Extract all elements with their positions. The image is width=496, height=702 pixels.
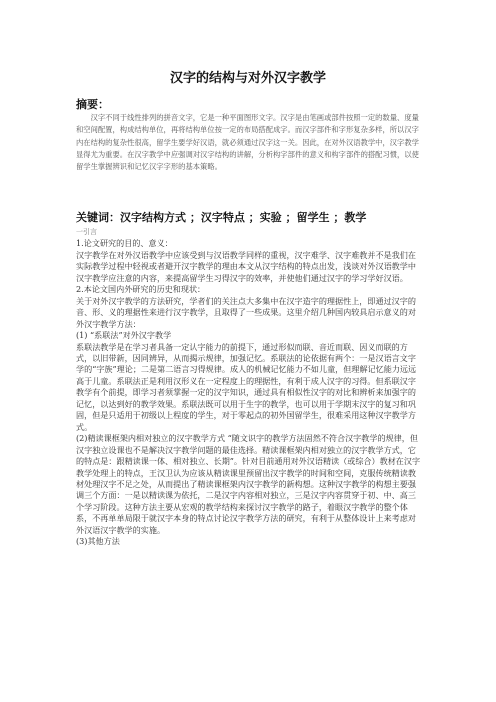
subheading: (1) “系联法”对外汉字教学 (76, 330, 172, 341)
subheading: 1.论文研究的目的、意义： (76, 238, 173, 249)
keywords-line: 关键词：汉字结构方式 ；汉字特点 ；实验 ；留学生 ；教学 (76, 211, 367, 224)
subheading: 2.本论文国内外研究的历史和现状： (76, 284, 206, 295)
paragraph: (2)精读课框架内相对独立的汉字教学方式 “随文识字的教学方法固然不符合汉字教学的规律，但汉字独立设课也不是解决汉字教学问题的最佳选择。精读课框架内相对独立的汉字教学方式，它的特点是：跟精读课一体、相对独立、长期”。针对目前通用对外汉语精读（或综合）教材在汉字教学处理上的特点，王汉卫认为应该从精读课里预留出汉字教学的时间和空间，克服传统精读教材处理汉字不足之处，从而提出了精读课框架内汉字教学的新构想。这种汉字教学的构想主要强调三个方面：一是以精读课为依托，二是汉字内容相对独立，三是汉字内容贯穿于初、中、高三个学习阶段。这种方法主要从宏观的教学结构来探讨汉字教学的路子，着眼汉字教学的整个体系，不再单单局限于就汉字本身的特点讨论汉字教学方法的研究，有利于从整体设计上来考虑对外汉语汉字教学的实施。 (76, 433, 421, 535)
subheading: (3)其他方法 (76, 536, 120, 547)
body-text (76, 227, 424, 548)
paper-title: 汉字的结构与对外汉字教学 (169, 71, 326, 86)
paragraph: 关于对外汉字教学的方法研究，学者们的关注点大多集中在汉字造字的理据性上，即通过汉字的音、形、义的理据性来进行汉字教学，且取得了一些成果。这里介绍几种国内较具启示意义的对外汉字教学方法： (76, 295, 416, 329)
abstract-text: 汉字不同于线性排列的拼音文字，它是一种平面图形文字。汉字是由笔画或部件按照一定的数量、度量和空间配置，构成结构单位，再将结构单位按一定的布局搭配成字。而汉字部件和字形复杂多样，所以汉字内在结构的复杂性很高，留学生要学好汉语，就必须通过汉字这一关。因此，在对外汉语教学中，汉字教学显得尤为重要。在汉字教学中应强调对汉字结构的讲解，分析构字部件的意义和构字部件的搭配习惯，以使留学生掌握辨识和记忆汉字字形的基本策略。 (76, 113, 419, 172)
paragraph: 汉字教学在对外汉语教学中应该受到与汉语教学同样的重视，汉字难学、汉字难教并不是我们在实际教学过程中轻视或者避开汉字教学的理由本文从汉字结构的特点出发，浅谈对外汉语教学中汉字教学应注意的内容，来提高留学生习得汉字的效率，并使他们通过汉字的学习学好汉语。 (76, 249, 416, 283)
paragraph: 系联法教学是在学习者具备一定认字能力的前提下，通过形似而联、音近而联、因义而联的方式，以旧带新，因同辨异，从而揭示规律，加强记忆。系联法的论依据有两个：一是汉语言文字学的“字族”理论；二是第二语言习得规律。成人的机械记忆能力不如儿童，但理解记忆能力远远高于儿童。系联法正是利用汉形义在一定程度上的理据性，有利于成人汉字的习得。但系联汉字教学有个前提，即学习者须掌握一定的汉字知识，通过具有相似性汉字的对比和辨析来加强字的记忆，以达到好的教学效果。系联法既可以用于生字的教学，也可以用于学期末汉字的复习和巩固，但是只适用于初级以上程度的学生，对于零起点的初外国留学生，很难采用这种汉字教学方式。 (76, 341, 417, 432)
abstract-heading: 摘要： (76, 98, 109, 111)
section-heading: 一引言 (76, 228, 97, 236)
